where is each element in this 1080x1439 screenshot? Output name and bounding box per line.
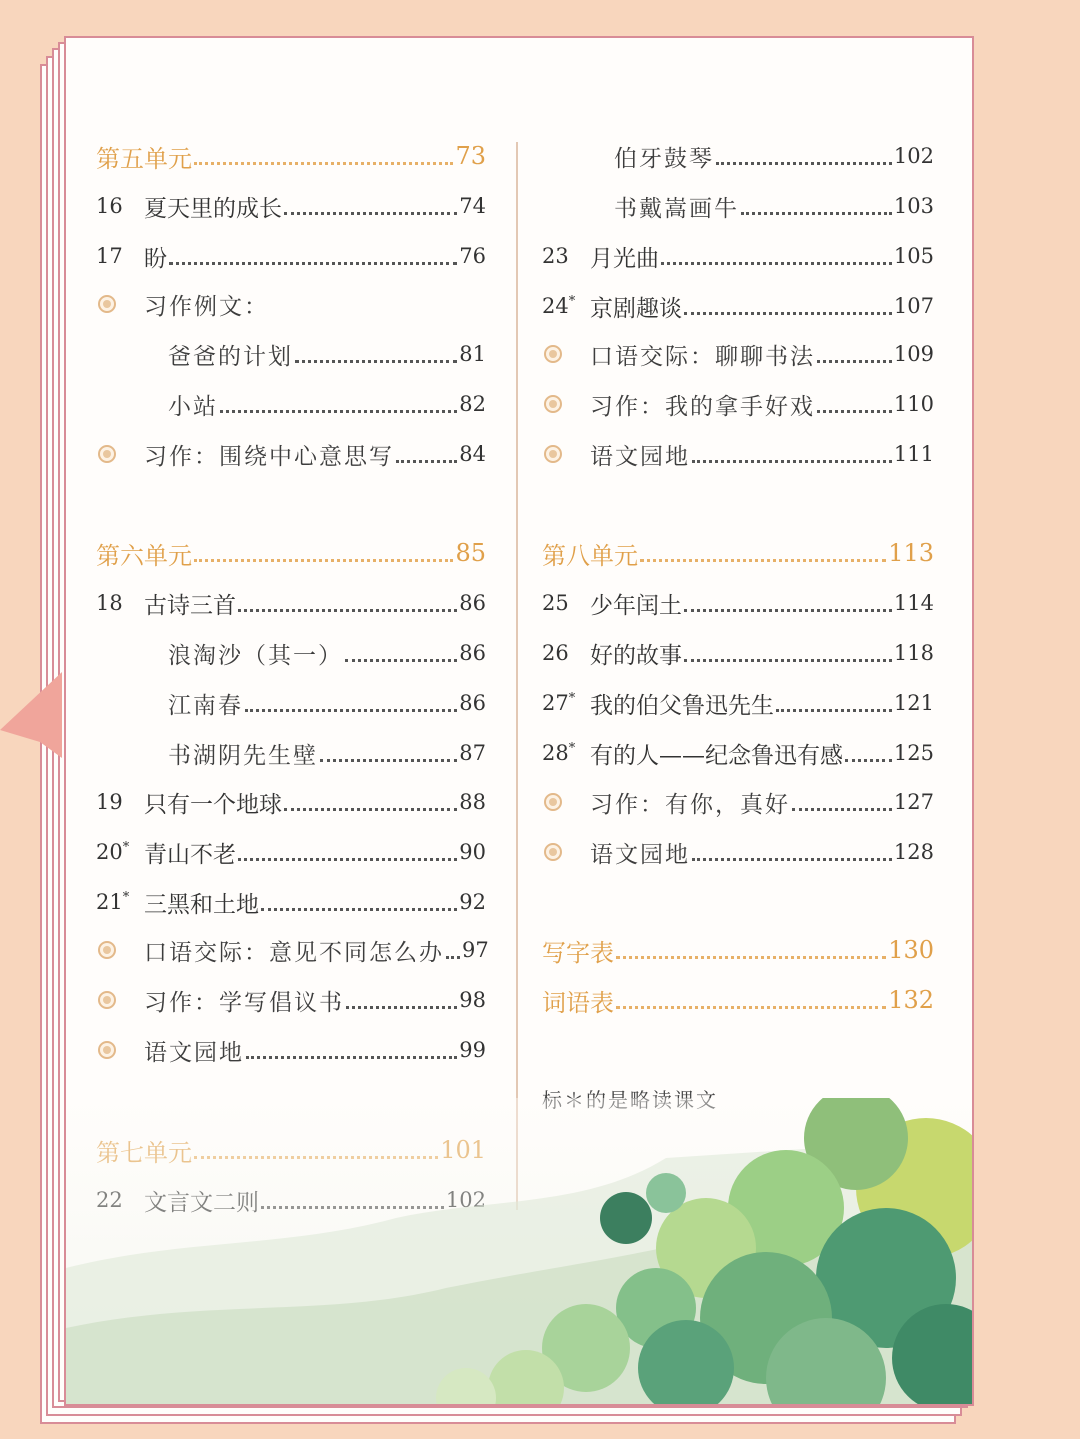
- dot-leader: [345, 655, 457, 662]
- toc-entry[interactable]: [542, 386, 934, 422]
- lesson-number: 26: [542, 641, 569, 665]
- page-number: 98: [459, 988, 486, 1012]
- page-number: 87: [459, 741, 486, 765]
- circle-bullet-icon: [96, 1032, 144, 1068]
- optional-reading-star: *: [122, 840, 130, 855]
- dot-leader: [284, 804, 457, 811]
- lesson-number: 22: [96, 1188, 123, 1212]
- dot-leader: [220, 406, 457, 413]
- toc-entry[interactable]: [96, 834, 486, 870]
- lesson-number: 24*: [542, 294, 576, 318]
- page-number: 109: [893, 342, 934, 366]
- circle-bullet-icon: [542, 336, 590, 372]
- page-number: 86: [459, 691, 486, 715]
- dot-leader: [238, 854, 457, 861]
- dot-leader: [616, 952, 886, 959]
- toc-unit-heading[interactable]: [542, 982, 934, 1018]
- entry-title: 习作：学写倡议书: [144, 989, 344, 1016]
- circle-bullet-icon: [96, 982, 144, 1018]
- entry-title: 口语交际：意见不同怎么办: [144, 939, 444, 966]
- entry-title: 我的伯父鲁迅先生: [590, 692, 774, 719]
- table-of-contents-page: [64, 36, 974, 1406]
- toc-entry[interactable]: [542, 288, 934, 324]
- toc-entry[interactable]: [96, 884, 486, 920]
- page-number: 97: [462, 938, 489, 962]
- toc-entry[interactable]: [542, 436, 934, 472]
- dot-leader: [261, 904, 457, 911]
- lesson-number: 20*: [96, 840, 130, 864]
- dot-leader: [346, 1002, 457, 1009]
- entry-title: 书戴嵩画牛: [614, 195, 739, 222]
- page-number: 111: [893, 442, 934, 466]
- dot-leader: [817, 406, 892, 413]
- entry-title: 口语交际：聊聊书法: [590, 343, 815, 370]
- dot-leader: [246, 1052, 457, 1059]
- page-number: 99: [459, 1038, 486, 1062]
- dot-leader: [817, 356, 892, 363]
- toc-entry[interactable]: [96, 286, 486, 322]
- entry-title: 习作：围绕中心意思写: [144, 443, 394, 470]
- entry-title: 月光曲: [590, 245, 659, 272]
- entry-title: 习作：有你，真好: [590, 791, 790, 818]
- entry-title: 语文园地: [590, 443, 690, 470]
- toc-entry[interactable]: [96, 436, 486, 472]
- lesson-number: 23: [542, 244, 569, 268]
- dot-leader: [716, 158, 892, 165]
- toc-unit-heading[interactable]: [96, 535, 486, 571]
- optional-reading-star: *: [568, 294, 576, 309]
- page-number: 127: [893, 790, 934, 814]
- page-number: 81: [459, 342, 486, 366]
- dot-leader: [295, 356, 457, 363]
- page-number: 105: [893, 244, 934, 268]
- page-number: 125: [893, 741, 934, 765]
- page-number: 86: [459, 591, 486, 615]
- entry-title: 伯牙鼓琴: [614, 145, 714, 172]
- lesson-number: 19: [96, 790, 123, 814]
- entry-title: 习作例文：: [144, 293, 269, 320]
- page-number: 103: [893, 194, 934, 218]
- dot-leader: [396, 456, 457, 463]
- dot-leader: [238, 605, 457, 612]
- dot-leader: [640, 555, 886, 562]
- toc-entry[interactable]: [96, 238, 486, 274]
- page-number: 118: [893, 641, 934, 665]
- entry-title: 青山不老: [144, 841, 236, 868]
- page-number: 92: [459, 890, 486, 914]
- optional-reading-star: *: [568, 691, 576, 706]
- toc-entry[interactable]: [542, 238, 934, 274]
- dot-leader: [446, 952, 460, 959]
- entry-title: 有的人——纪念鲁迅有感: [590, 742, 843, 769]
- toc-entry[interactable]: [96, 735, 486, 771]
- entry-title: 第八单元: [542, 541, 638, 570]
- page-number: 121: [893, 691, 934, 715]
- toc-entry[interactable]: [96, 685, 486, 721]
- circle-bullet-icon: [96, 932, 144, 968]
- circle-bullet-icon: [542, 784, 590, 820]
- page-number: 114: [893, 591, 934, 615]
- toc-entry[interactable]: [542, 138, 934, 174]
- toc-entry[interactable]: [96, 932, 489, 968]
- circle-bullet-icon: [542, 386, 590, 422]
- entry-title: 夏天里的成长: [144, 195, 282, 222]
- toc-entry[interactable]: [542, 784, 934, 820]
- entry-title: 文言文二则: [144, 1189, 259, 1216]
- dot-leader: [245, 705, 457, 712]
- toc-entry[interactable]: [542, 188, 934, 224]
- dot-leader: [194, 158, 453, 165]
- entry-title: 古诗三首: [144, 592, 236, 619]
- page-number: 113: [888, 539, 934, 567]
- toc-entry[interactable]: [96, 784, 486, 820]
- circle-bullet-icon: [96, 436, 144, 472]
- entry-title: 习作：我的拿手好戏: [590, 393, 815, 420]
- dot-leader: [169, 258, 457, 265]
- optional-reading-star: *: [568, 741, 576, 756]
- toc-entry[interactable]: [542, 685, 934, 721]
- toc-entry[interactable]: [542, 336, 934, 372]
- entry-title: 江南春: [168, 692, 243, 719]
- page-number: 88: [459, 790, 486, 814]
- toc-unit-heading[interactable]: [542, 535, 934, 571]
- entry-title: 三黑和土地: [144, 891, 259, 918]
- entry-title: 第六单元: [96, 541, 192, 570]
- dot-leader: [616, 1002, 886, 1009]
- dot-leader: [692, 854, 892, 861]
- bookmark-ribbon: [0, 672, 62, 758]
- dot-leader: [661, 258, 892, 265]
- entry-title: 语文园地: [590, 841, 690, 868]
- page-number: 74: [459, 194, 486, 218]
- page-number: 73: [455, 142, 486, 170]
- page-number: 107: [893, 294, 934, 318]
- lesson-number: 28*: [542, 741, 576, 765]
- entry-title: 浪淘沙（其一）: [168, 642, 343, 669]
- optional-reading-star: *: [122, 890, 130, 905]
- toc-entry[interactable]: [96, 188, 486, 224]
- toc-entry[interactable]: [542, 834, 934, 870]
- dot-leader: [684, 605, 892, 612]
- toc-entry[interactable]: [542, 635, 934, 671]
- page-number: 102: [893, 144, 934, 168]
- toc-entry[interactable]: [96, 336, 486, 372]
- lesson-number: 21*: [96, 890, 130, 914]
- entry-title: 第七单元: [96, 1138, 192, 1167]
- lesson-number: 17: [96, 244, 123, 268]
- dot-leader: [194, 555, 453, 562]
- entry-title: 少年闰土: [590, 592, 682, 619]
- page-number: 128: [893, 840, 934, 864]
- footnote: 标＊的是略读课文: [542, 1088, 718, 1112]
- toc-unit-heading[interactable]: [96, 138, 486, 174]
- dot-leader: [845, 755, 892, 762]
- page-number: 101: [440, 1136, 486, 1164]
- page-number: 85: [455, 539, 486, 567]
- page-number: 84: [459, 442, 486, 466]
- lesson-number: 18: [96, 591, 123, 615]
- toc-unit-heading[interactable]: [542, 932, 934, 968]
- page-number: 82: [459, 392, 486, 416]
- toc-entry[interactable]: [96, 386, 486, 422]
- toc-entry[interactable]: [96, 585, 486, 621]
- dot-leader: [320, 755, 457, 762]
- page-number: 102: [445, 1188, 486, 1212]
- entry-title: 盼: [144, 245, 167, 272]
- page-number: 90: [459, 840, 486, 864]
- entry-title: 书湖阴先生壁: [168, 742, 318, 769]
- toc-entry[interactable]: [542, 585, 934, 621]
- page-number: 86: [459, 641, 486, 665]
- dot-leader: [792, 804, 892, 811]
- circle-bullet-icon: [96, 286, 144, 322]
- dot-leader: [741, 208, 892, 215]
- entry-title: 语文园地: [144, 1039, 244, 1066]
- toc-entry[interactable]: [96, 635, 486, 671]
- entry-title: 京剧趣谈: [590, 295, 682, 322]
- dot-leader: [684, 308, 892, 315]
- circle-bullet-icon: [542, 834, 590, 870]
- lesson-number: 27*: [542, 691, 576, 715]
- toc-entry[interactable]: [96, 982, 486, 1018]
- page-number: 130: [888, 936, 934, 964]
- entry-title: 第五单元: [96, 144, 192, 173]
- page-number: 132: [888, 986, 934, 1014]
- entry-title: 词语表: [542, 988, 614, 1017]
- dot-leader: [284, 208, 457, 215]
- page-number: 76: [459, 244, 486, 268]
- lesson-number: 16: [96, 194, 123, 218]
- toc-entry[interactable]: [542, 735, 934, 771]
- entry-title: 只有一个地球: [144, 791, 282, 818]
- dot-leader: [692, 456, 892, 463]
- dot-leader: [776, 705, 892, 712]
- page-number: 110: [893, 392, 934, 416]
- toc-entry[interactable]: [96, 1032, 486, 1068]
- column-divider: [516, 142, 518, 1210]
- circle-bullet-icon: [542, 436, 590, 472]
- lesson-number: 25: [542, 591, 569, 615]
- entry-title: 小站: [168, 393, 218, 420]
- entry-title: 写字表: [542, 938, 614, 967]
- entry-title: 好的故事: [590, 642, 682, 669]
- forest-illustration: [66, 1098, 972, 1404]
- dot-leader: [684, 655, 892, 662]
- entry-title: 爸爸的计划: [168, 343, 293, 370]
